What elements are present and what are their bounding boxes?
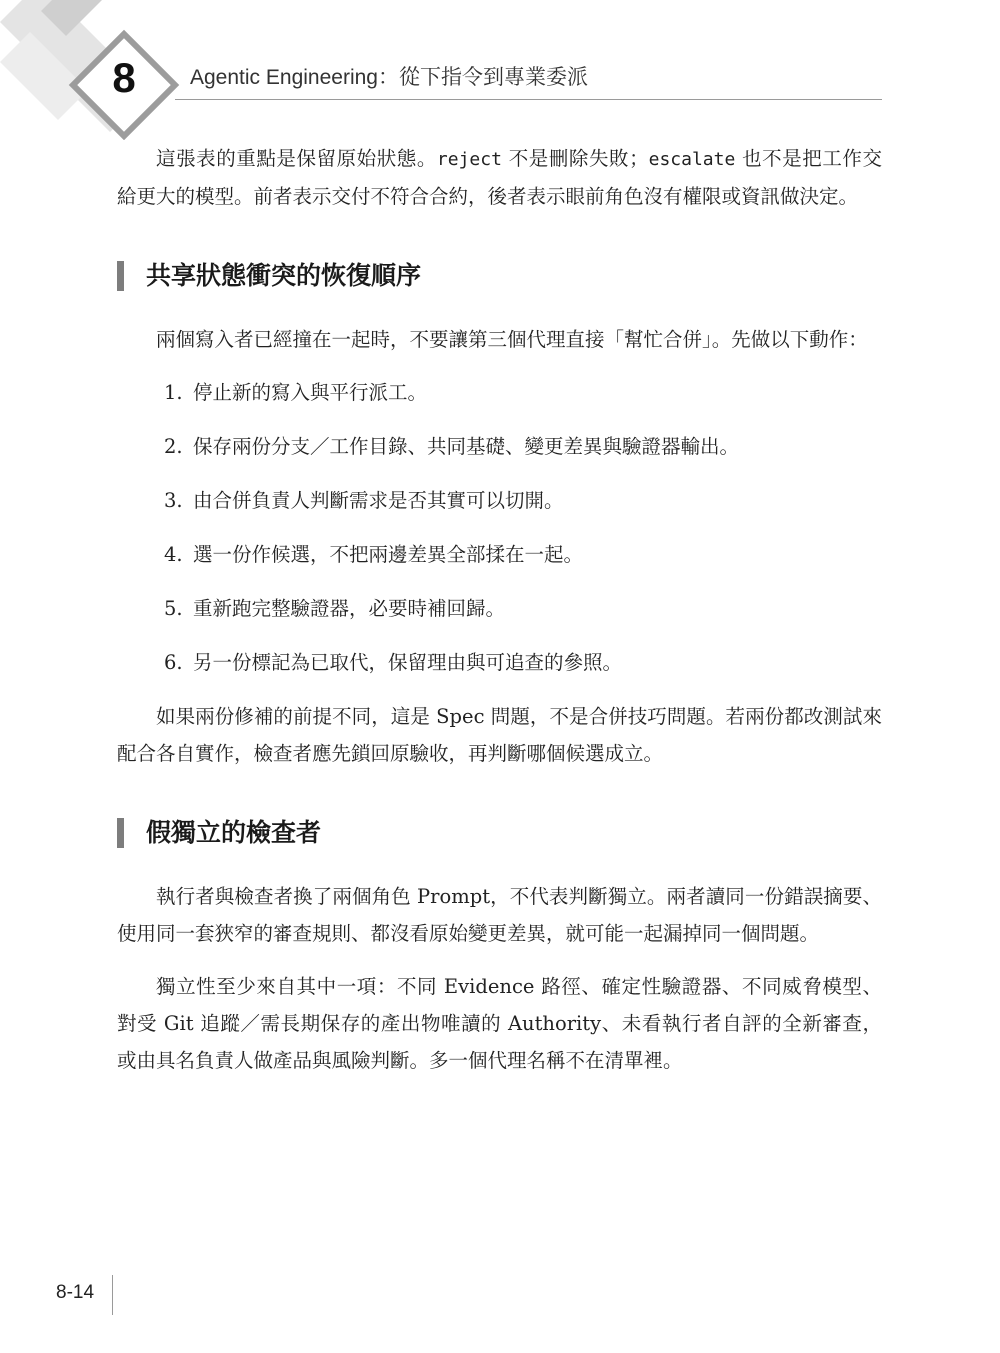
list-item-text: 另一份標記為已取代，保留理由與可追查的參照。 — [193, 651, 623, 674]
section-bar-marker — [117, 818, 124, 848]
list-item-text: 重新跑完整驗證器，必要時補回歸。 — [193, 597, 506, 620]
chapter-title: Agentic Engineering：從下指令到專業委派 — [190, 66, 588, 89]
list-item-number: 6. — [164, 651, 183, 674]
list-item-number: 1. — [164, 381, 183, 404]
section-title: 假獨立的檢查者 — [146, 818, 322, 847]
recovery-closing-paragraph: 如果兩份修補的前提不同，這是 Spec 問題，不是合併技巧問題。若兩份都改測試來配合各自實作，檢查者應先鎖回原驗收，再判斷哪個候選成立。 — [117, 705, 882, 765]
list-item-text: 保存兩份分支／工作目錄、共同基礎、變更差異與驗證器輸出。 — [193, 435, 740, 458]
list-item-text: 由合併負責人判斷需求是否其實可以切開。 — [193, 489, 564, 512]
intro-text-3: 也不是把工作交給更大的模型。前者表示交付不符合合約，後者表示眼前角色沒有權限或資訊做決定。 — [117, 147, 882, 208]
list-item — [164, 428, 882, 465]
recovery-steps-list — [117, 374, 882, 681]
recovery-lead-paragraph: 兩個寫入者已經撞在一起時，不要讓第三個代理直接「幫忙合併」。先做以下動作： — [156, 328, 868, 351]
section-heading-fake-independence — [117, 816, 882, 850]
list-item — [164, 482, 882, 519]
independence-paragraph-2: 獨立性至少來自其中一項：不同 Evidence 路徑、確定性驗證器、不同威脅模型、對受 Git 追蹤／需長期保存的產出物唯讀的 Authority、未看執行者自評的全新審查，或由具名負責人做產品與風險判斷。多一個代理名稱不在清單裡。 — [117, 975, 882, 1072]
list-item-number: 5. — [164, 597, 183, 620]
chapter-diamond-decoration — [0, 0, 200, 140]
intro-text-2: 不是刪除失敗； — [508, 147, 649, 170]
page-body — [117, 140, 882, 1095]
header-divider — [175, 99, 882, 100]
list-item-number: 2. — [164, 435, 183, 458]
section-bar-marker — [117, 261, 124, 291]
list-item — [164, 536, 882, 573]
intro-paragraph — [117, 140, 882, 215]
list-item-number: 3. — [164, 489, 183, 512]
intro-text-1: 這張表的重點是保留原始狀態。 — [156, 147, 437, 170]
section-title: 共享狀態衝突的恢復順序 — [146, 261, 422, 290]
list-item — [164, 644, 882, 681]
page-number-divider — [112, 1275, 113, 1315]
section-heading-recovery — [117, 259, 882, 293]
list-item-text: 停止新的寫入與平行派工。 — [193, 381, 428, 404]
chapter-number: 8 — [112, 54, 136, 101]
list-item — [164, 590, 882, 627]
code-reject: reject — [436, 149, 502, 170]
list-item-text: 選一份作候選，不把兩邊差異全部揉在一起。 — [193, 543, 584, 566]
list-item-number: 4. — [164, 543, 183, 566]
code-escalate: escalate — [648, 149, 736, 170]
list-item — [164, 374, 882, 411]
independence-paragraph-1: 執行者與檢查者換了兩個角色 Prompt，不代表判斷獨立。兩者讀同一份錯誤摘要、使用同一套狹窄的審查規則、都沒看原始變更差異，就可能一起漏掉同一個問題。 — [117, 885, 882, 945]
page-number: 8-14 — [56, 1282, 95, 1303]
